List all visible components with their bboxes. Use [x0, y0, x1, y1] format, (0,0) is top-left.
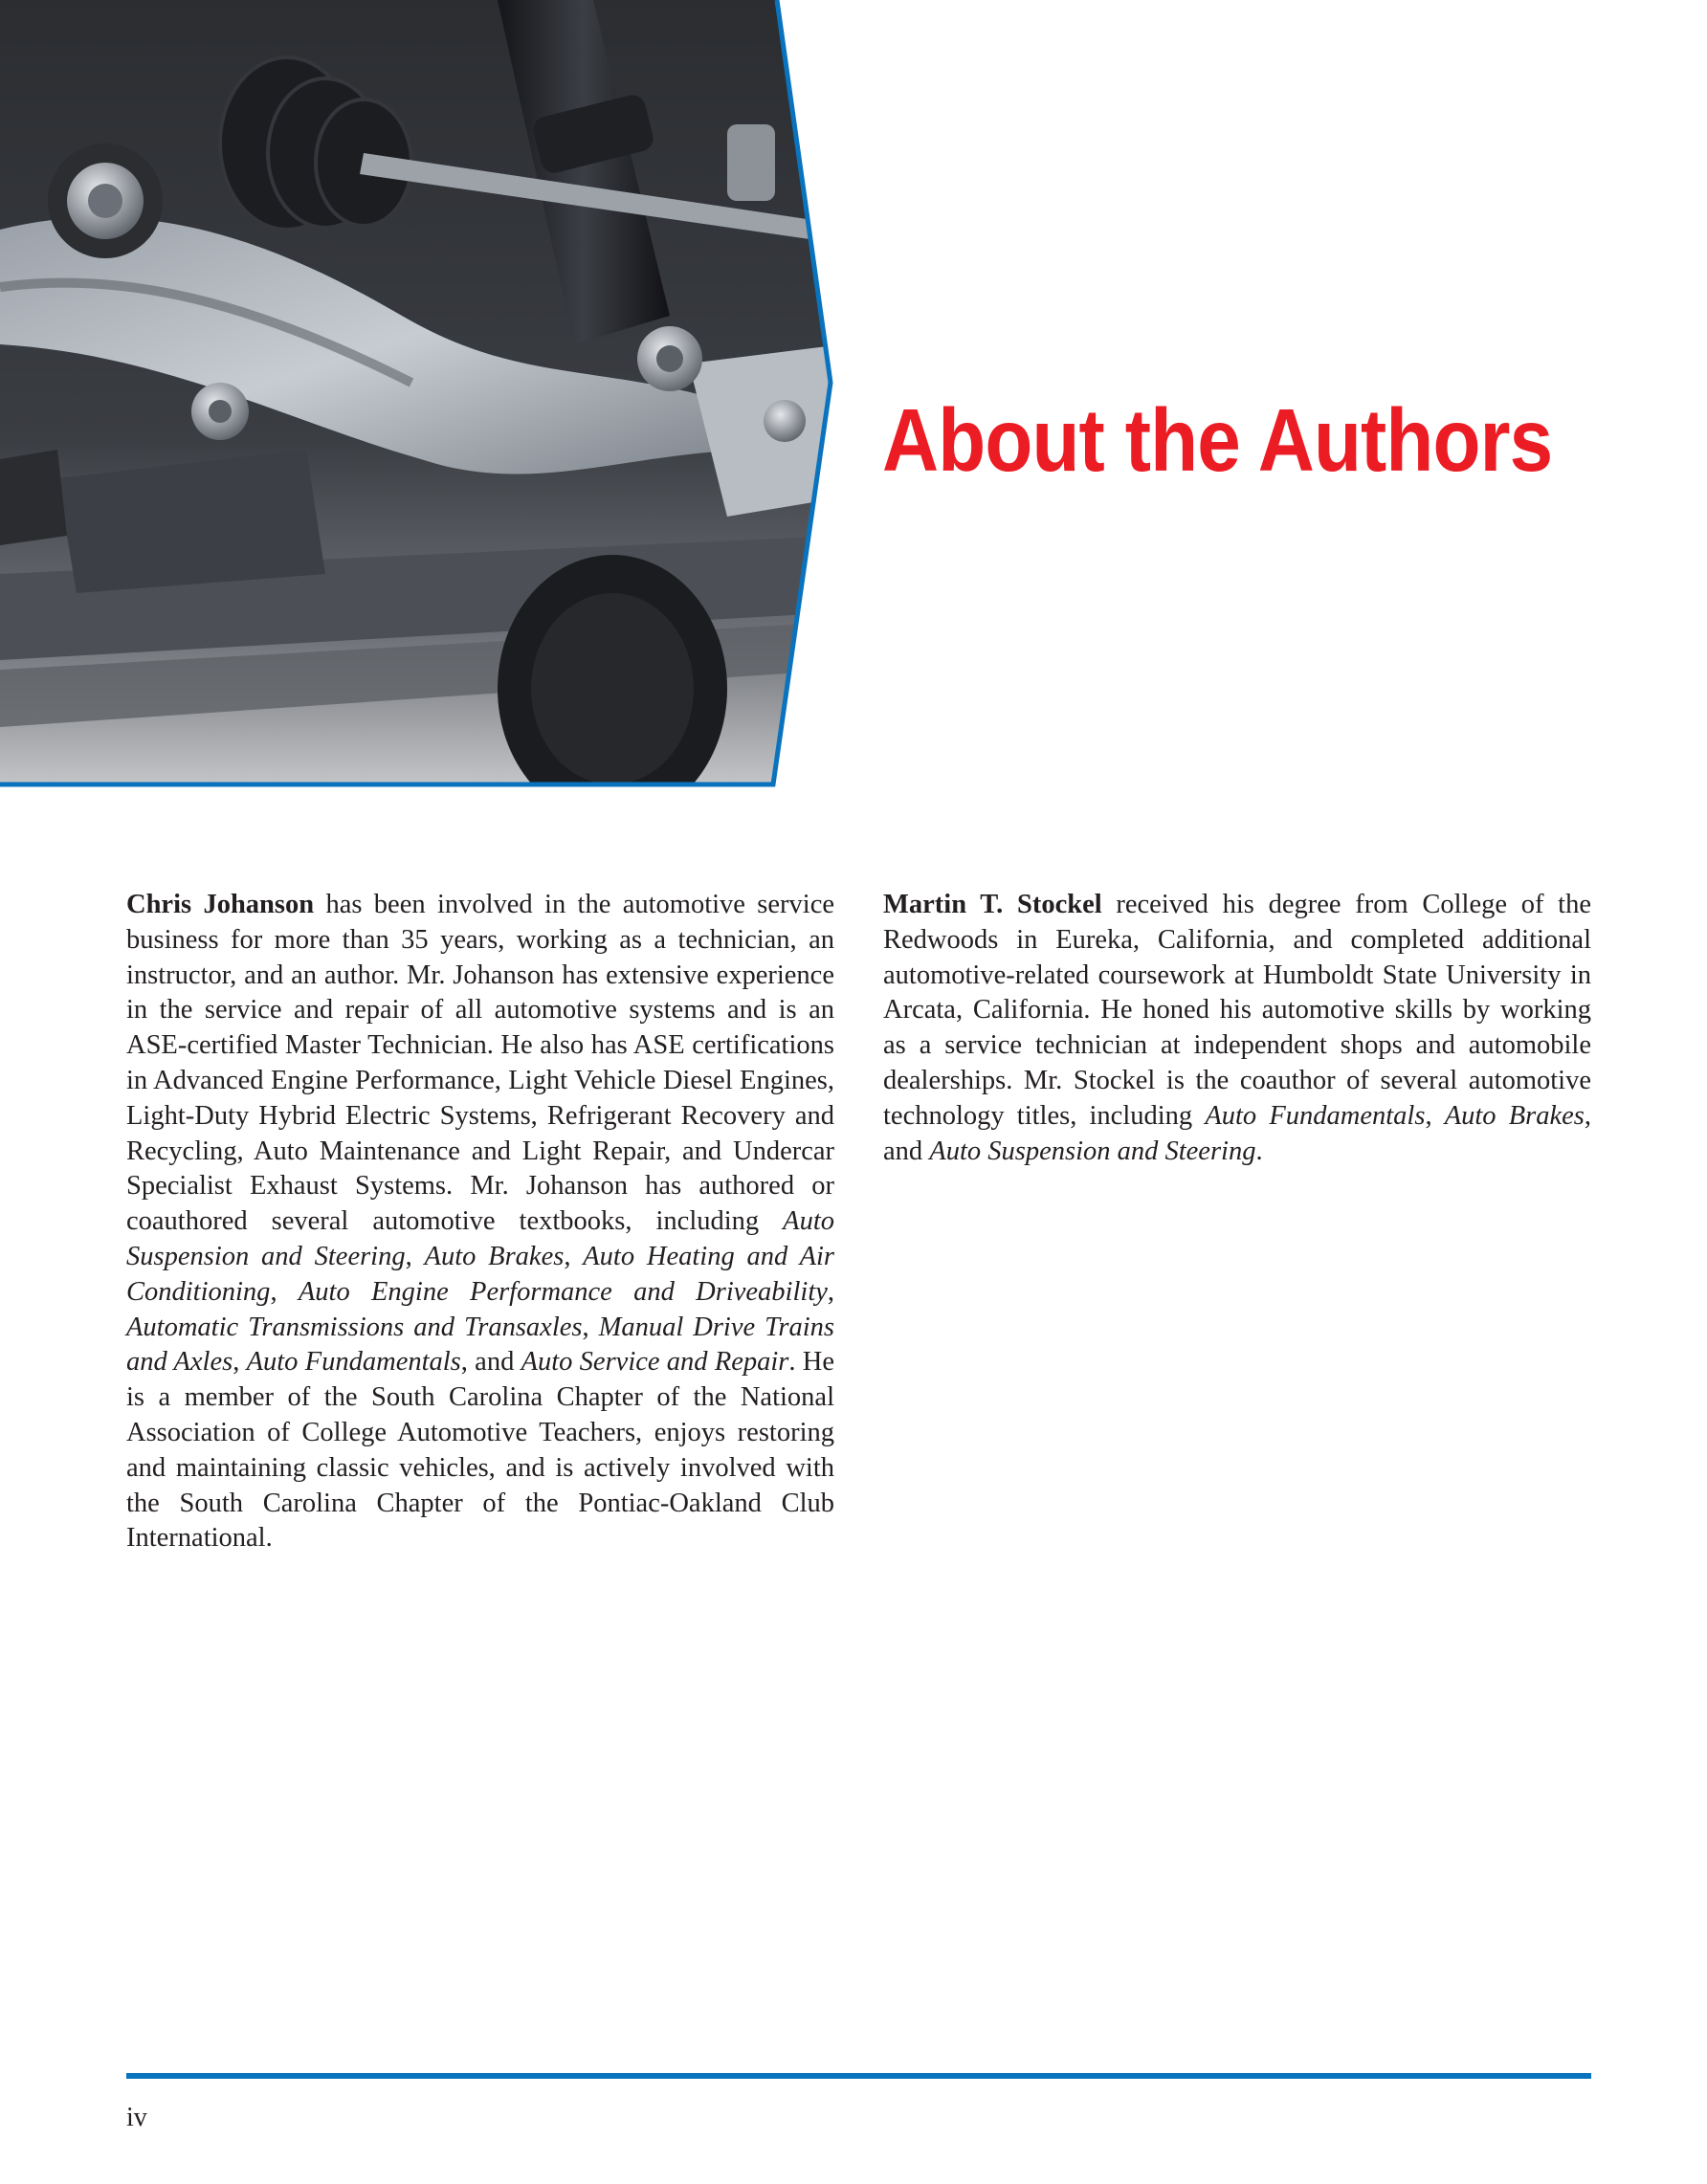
book-title: Manual Drive Trains and Axles [126, 1312, 834, 1378]
book-title: Auto Fundamentals [1205, 1100, 1426, 1131]
bio-text: received his degree from College of the Redwoods in Eureka, California, and completed additional automotive-related coursework at Humboldt State University in Arcata, California. He honed his automotive skills by working as a service technician at independent shops and automobile dealerships. Mr. Stockel is the coauthor of several automotive technology titles, including [883, 890, 1591, 1131]
hero-photo [0, 0, 842, 794]
bio-text: , and [460, 1347, 521, 1378]
bio-text: , [233, 1347, 247, 1378]
bio-text: , [270, 1276, 299, 1307]
bio-text: . He is a member of the South Carolina Chapter of the National Association of College Automotive Teachers, enjoys restoring and maintaining classic vehicles, and is actively involved with the South Carolina Chapter of the Pontiac-Oakland Club International. [126, 1347, 835, 1554]
bio-text: , [1425, 1100, 1445, 1131]
bio-text: , [827, 1276, 835, 1307]
author-bio-johanson [126, 888, 834, 1556]
bio-text: , and [883, 1100, 1591, 1166]
book-title: Auto Brakes [424, 1241, 565, 1271]
book-title: Automatic Transmissions and Transaxles [126, 1312, 583, 1342]
book-title: Auto Service and Repair [521, 1347, 789, 1378]
footer-rule [126, 2073, 1591, 2079]
book-title: Auto Brakes [1444, 1100, 1585, 1131]
page-title: About the Authors [882, 390, 1553, 491]
book-title: Auto Fundamentals [246, 1347, 461, 1378]
bio-text: , [405, 1241, 425, 1271]
undercarriage-suspension-photo [0, 0, 842, 794]
book-title: Auto Engine Performance and Driveability [298, 1276, 828, 1307]
bio-text: , [582, 1312, 599, 1342]
author-name: Chris Johanson [126, 890, 315, 919]
bio-text: has been involved in the automotive service business for more than 35 years, working as a technician, an instructor, and an author. Mr. Johanson has extensive experience in the service and repair of all automotive systems and is an ASE-certified Master Technician. He also has ASE certifications in Advanced Engine Performance, Light Vehicle Diesel Engines, Light-Duty Hybrid Electric Systems, Refrigerant Recovery and Recycling, Auto Maintenance and Light Repair, and Undercar Specialist Exhaust Systems. Mr. Johanson has authored or coauthored several automotive textbooks, including [126, 890, 835, 1237]
book-title: Auto Heating and Air Conditioning [126, 1241, 834, 1307]
bio-text: . [1255, 1136, 1263, 1166]
bio-text: , [564, 1241, 584, 1271]
page-number: iv [126, 2103, 147, 2132]
book-title: Auto Suspension and Steering [126, 1206, 834, 1271]
author-bio-stockel [883, 888, 1591, 1169]
book-title: Auto Suspension and Steering [929, 1136, 1256, 1166]
author-name: Martin T. Stockel [883, 890, 1102, 919]
